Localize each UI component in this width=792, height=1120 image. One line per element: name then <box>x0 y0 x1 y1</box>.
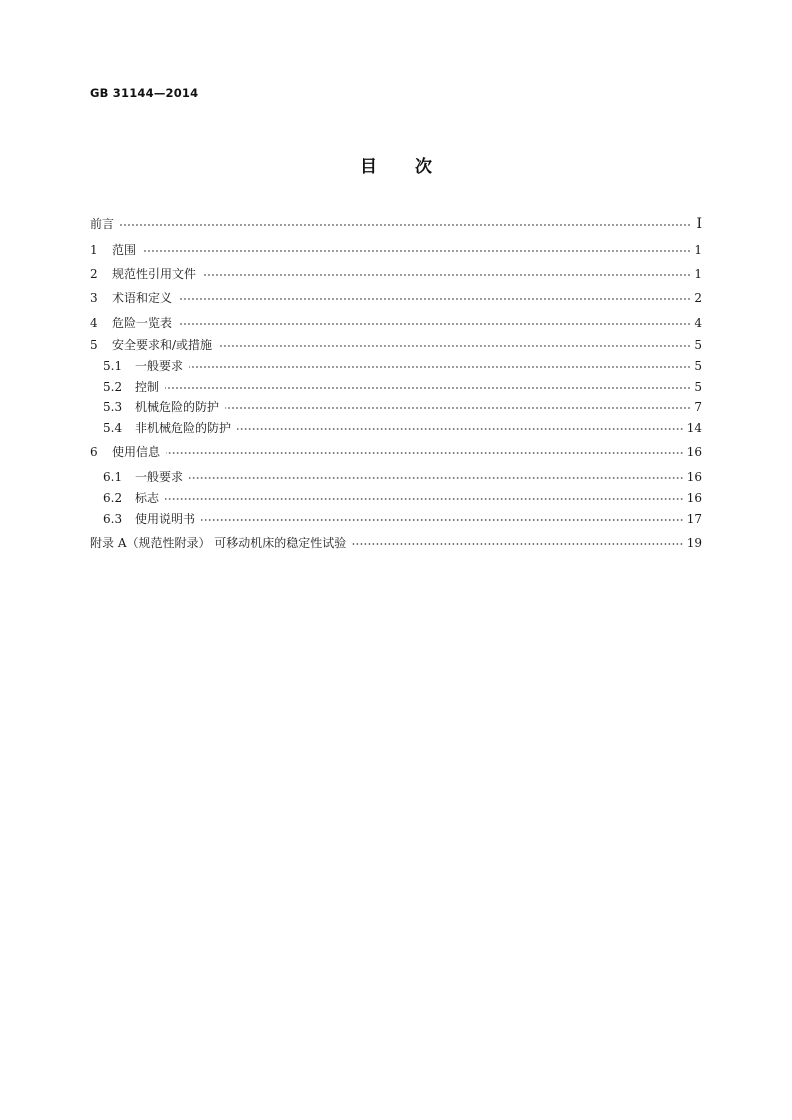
toc-entry-label: 范围 <box>112 243 137 257</box>
toc-entry-label: 术语和定义 <box>112 291 173 305</box>
toc-entry-5-4[interactable] <box>103 418 702 438</box>
toc-leader-dots <box>142 250 691 252</box>
toc-entry-page: 19 <box>686 536 702 550</box>
toc-entry-number: 1 <box>90 243 98 257</box>
toc-entry-number: 2 <box>90 267 98 281</box>
toc-leader-dots <box>202 274 691 276</box>
toc-entry-page: 1 <box>694 243 702 257</box>
toc-entry-page: 5 <box>694 380 702 394</box>
toc-entry-label: 控制 <box>135 380 160 394</box>
toc-entry-page: 14 <box>686 421 702 435</box>
toc-leader-dots <box>352 543 683 545</box>
standard-code-header: GB 31144—2014 <box>90 86 199 100</box>
toc-entry-6-3[interactable] <box>103 509 702 529</box>
toc-entry-page: 16 <box>686 445 702 459</box>
toc-entry-number: 5.2 <box>103 380 123 394</box>
toc-entry-label: 非机械危险的防护 <box>135 421 232 435</box>
toc-leader-dots <box>201 519 684 521</box>
toc-entry-3[interactable] <box>90 288 702 308</box>
toc-leader-dots <box>120 224 691 226</box>
toc-leader-dots <box>165 498 684 500</box>
toc-entry-number: 5.1 <box>103 359 123 373</box>
toc-entry-label: 标志 <box>135 491 160 505</box>
toc-entry-5[interactable] <box>90 335 702 355</box>
toc-entry-label: 一般要求 <box>135 470 184 484</box>
toc-leader-dots <box>237 428 684 430</box>
toc-entry-label: 机械危险的防护 <box>135 400 220 414</box>
toc-entry-label: 附录 A（规范性附录） 可移动机床的稳定性试验 <box>90 536 347 550</box>
toc-leader-dots <box>165 387 691 389</box>
toc-title <box>0 152 792 177</box>
toc-entry-number: 3 <box>90 291 98 305</box>
toc-leader-dots <box>225 407 691 409</box>
toc-entry-label: 使用说明书 <box>135 512 196 526</box>
toc-entry-5-1[interactable] <box>103 356 702 376</box>
toc-entry-number: 5.4 <box>103 421 123 435</box>
toc-entry-label: 危险一览表 <box>112 316 173 330</box>
toc-entry-number: 6.3 <box>103 512 123 526</box>
toc-entry-page: 5 <box>694 338 702 352</box>
toc-entry-page: 16 <box>686 491 702 505</box>
toc-entry-4[interactable] <box>90 313 702 333</box>
toc-entry-label: 规范性引用文件 <box>112 267 197 281</box>
toc-entry-label: 使用信息 <box>112 445 161 459</box>
toc-entry-page: 7 <box>694 400 702 414</box>
toc-entry-page: 1 <box>694 267 702 281</box>
toc-entry-page: 2 <box>694 291 702 305</box>
toc-entry-page: 4 <box>694 316 702 330</box>
toc-entry-5-3[interactable] <box>103 397 702 417</box>
toc-entry-label: 前言 <box>90 217 115 231</box>
toc-entry-label: 一般要求 <box>135 359 184 373</box>
toc-leader-dots <box>189 477 684 479</box>
toc-entry-6-2[interactable] <box>103 488 702 508</box>
toc-entry-number: 6.2 <box>103 491 123 505</box>
toc-leader-dots <box>189 366 691 368</box>
toc-entry-6-1[interactable] <box>103 467 702 487</box>
toc-entry-6[interactable] <box>90 442 702 462</box>
toc-entry-number: 4 <box>90 316 98 330</box>
toc-entry-foreword[interactable] <box>90 214 702 234</box>
toc-entry-page: 16 <box>686 470 702 484</box>
toc-entry-2[interactable] <box>90 264 702 284</box>
toc-title-left: 目 <box>360 157 377 177</box>
toc-entry-number: 6 <box>90 445 98 459</box>
toc-entry-number: 6.1 <box>103 470 123 484</box>
toc-leader-dots <box>218 345 691 347</box>
toc-leader-dots <box>178 298 691 300</box>
toc-entry-page: Ⅰ <box>696 216 702 232</box>
toc-title-right: 次 <box>415 157 432 177</box>
toc-entry-1[interactable] <box>90 240 702 260</box>
toc-entry-number: 5.3 <box>103 400 123 414</box>
toc-entry-5-2[interactable] <box>103 377 702 397</box>
toc-entry-annex-a[interactable] <box>90 533 702 553</box>
toc-leader-dots <box>166 452 684 454</box>
toc-entry-number: 5 <box>90 338 98 352</box>
toc-entry-page: 5 <box>694 359 702 373</box>
toc-entry-page: 17 <box>686 512 702 526</box>
toc-entry-label: 安全要求和/或措施 <box>112 338 213 352</box>
toc-leader-dots <box>178 323 691 325</box>
